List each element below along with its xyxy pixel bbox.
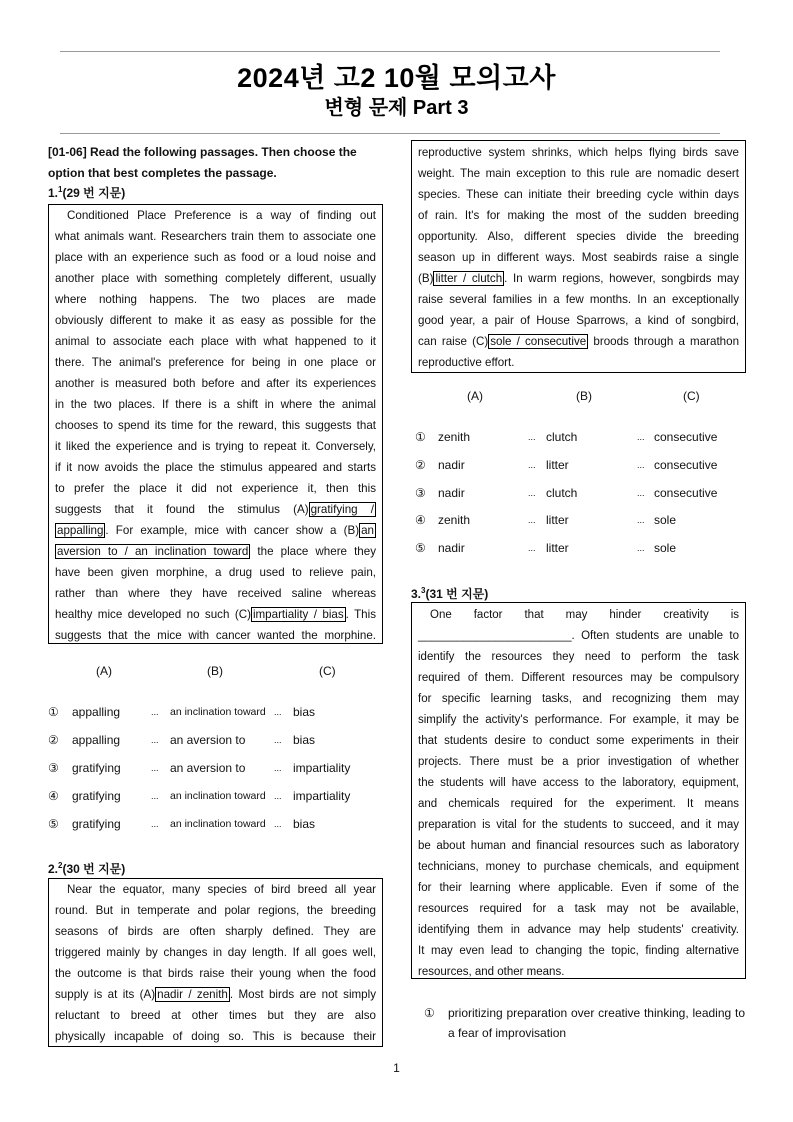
passage-line: [55, 289, 376, 310]
passage-line: [55, 625, 376, 646]
ellipsis: ...: [528, 432, 536, 442]
passage-line: [55, 352, 376, 373]
text-run: species. These can initiate their breeding cycle within days: [418, 188, 739, 201]
passage-line: [418, 794, 739, 815]
passage-1: [48, 204, 383, 644]
passage-2: [48, 878, 383, 1047]
ellipsis: ...: [637, 515, 645, 526]
text-run: obviously different to make it as easy as possible for the: [55, 314, 376, 327]
option-number: ④: [415, 513, 426, 528]
option-b: an inclination toward: [170, 818, 266, 830]
option-number: ⑤: [48, 817, 59, 831]
text-run: season up in different ways. Most seabirds raise a single: [418, 251, 739, 264]
passage-line: [55, 310, 376, 331]
text-run: (B): [418, 272, 434, 285]
passage-line: [418, 962, 739, 983]
option-c: consecutive: [654, 485, 718, 500]
boxed-choice: nadir / zenith: [157, 988, 228, 1001]
passage-line: [55, 331, 376, 352]
text-run: . In warm regions, however, songbirds may: [504, 272, 739, 285]
text-run: in the two places. If there is a shift in where the animal: [55, 398, 376, 411]
passage-line: [55, 942, 376, 963]
column-header: (B): [207, 664, 223, 678]
text-run: if it now avoids the place the stimulus appeared and starts: [55, 461, 376, 474]
text-run: Conditioned Place Preference is a way of finding out: [67, 209, 376, 222]
option-a: zenith: [438, 430, 471, 444]
ellipsis: ...: [151, 819, 159, 829]
question-1-label: 1.$^1$(29 번 지문): [48, 185, 126, 200]
question-2-label: 2.$^2$(30 번 지문): [48, 861, 126, 876]
column-header: (C): [683, 389, 700, 403]
passage-line: [418, 941, 739, 962]
ellipsis: ...: [151, 735, 159, 745]
instructions: [01-06] Read the following passages. Then choose the option that best completes the passage.: [48, 145, 357, 180]
option-c: consecutive: [654, 430, 718, 444]
passage-line: [55, 478, 376, 499]
option-a: nadir: [438, 541, 465, 556]
page-number: 1: [393, 1061, 400, 1075]
ellipsis: ...: [274, 763, 282, 773]
option-c: bias: [293, 817, 316, 831]
option-a: nadir: [438, 457, 465, 472]
text-run: resources, and other means.: [418, 966, 565, 978]
option-b: an inclination toward: [170, 706, 266, 718]
text-run: seasons of birds are often sharply defined. They are: [55, 925, 376, 938]
text-run: reproductive system shrinks, which helps flying birds save: [418, 146, 739, 159]
ellipsis: ...: [528, 459, 536, 470]
option-number: ①: [415, 430, 426, 444]
passage-2-continued: [411, 140, 746, 373]
option-a: zenith: [438, 513, 471, 528]
text-run: opportunity. Also, different species divide the breeding: [418, 230, 739, 243]
option-number: ②: [48, 733, 59, 747]
passage-line: [55, 436, 376, 457]
text-run: for specific learning tasks, and recognizing them may: [418, 693, 739, 705]
boxed-choice: aversion to / an inclination toward: [57, 545, 249, 558]
text-run: It may even lead to changing the topic, finding alternative: [418, 945, 739, 957]
passage-line: [418, 815, 739, 836]
text-run: broods through a marathon: [588, 335, 740, 348]
ellipsis: ...: [637, 543, 645, 554]
passage-line: [55, 268, 376, 289]
passage-line: [55, 394, 376, 415]
text-run: suggests that it found the stimulus (A): [55, 503, 309, 516]
passage-line: [55, 415, 376, 436]
boxed-choice: litter / clutch: [435, 272, 503, 285]
option-a: appalling: [72, 705, 121, 719]
text-run: raise several families in a few months. In an exceptionally: [418, 293, 739, 306]
text-run: Near the equator, many species of bird breed all year: [67, 883, 376, 896]
text-run: resources required for a task may not be available,: [418, 903, 739, 915]
passage-line: [55, 373, 376, 394]
passage-line: [55, 984, 376, 1005]
text-run: the place where they: [250, 545, 376, 558]
passage-line: [55, 247, 376, 268]
boxed-choice: sole / consecutive: [490, 335, 587, 348]
passage-line: [55, 963, 376, 984]
option-number: ①: [424, 1006, 435, 1020]
option-c: impartiality: [293, 789, 351, 803]
passage-line: [55, 226, 376, 247]
option-b: clutch: [546, 485, 578, 500]
ellipsis: ...: [274, 735, 282, 745]
option-c: consecutive: [654, 457, 718, 472]
passage-line: [418, 331, 739, 352]
text-run: there. The animal's preference for being in one place or: [55, 356, 376, 369]
column-header: (A): [467, 389, 483, 403]
page-title: 2024년 고2 10월 모의고사: [237, 63, 556, 93]
text-run: where nothing happens. The two places are made: [55, 293, 376, 306]
text-run: technicians, money to purchase chemicals, and equipment: [418, 861, 739, 873]
text-run: reluctant to breed at other times but they are also: [55, 1009, 376, 1022]
option-b: an aversion to: [170, 761, 246, 775]
text-run: place with an experience such as food or a loud noise and: [55, 251, 376, 264]
passage-line: [55, 879, 376, 900]
text-run: identify the resources they need to perform the task: [418, 651, 739, 663]
ellipsis: ...: [151, 707, 159, 717]
passage-line: [418, 626, 739, 647]
text-run: another place with something completely different, usually: [55, 272, 376, 285]
text-run: required of them. Different resources may be compulsory: [418, 672, 739, 684]
passage-line: [418, 920, 739, 941]
text-run: the outcome is that birds raise their young when the food: [55, 967, 376, 980]
passage-line: [418, 142, 739, 163]
text-run: reproductive effort.: [418, 356, 515, 369]
boxed-choice: an: [361, 524, 374, 537]
column-header: (C): [319, 664, 336, 678]
text-run: triggered mainly by changes in day length. If all goes well,: [55, 946, 376, 959]
ellipsis: ...: [528, 487, 536, 498]
passage-line: [418, 226, 739, 247]
passage-line: [55, 541, 376, 562]
question-3-label: 3.$^3$(31 번 지문): [411, 586, 489, 601]
text-run: ________________________. Often students are unable to: [418, 630, 739, 642]
column-header: (A): [96, 664, 112, 678]
passage-line: [55, 921, 376, 942]
option-c: impartiality: [293, 761, 351, 775]
option-b: litter: [546, 541, 569, 556]
text-run: what animals want. Researchers train them to associate one: [55, 230, 376, 243]
ellipsis: ...: [637, 432, 645, 442]
passage-line: [418, 205, 739, 226]
passage-line: [55, 583, 376, 604]
passage-line: [418, 899, 739, 920]
text-run: suggests that the mice with cancer wanted the morphine.: [55, 629, 376, 642]
passage-line: [418, 878, 739, 899]
option-b: litter: [546, 513, 569, 528]
passage-line: [418, 605, 739, 626]
text-run: rather than where they have received saline whereas: [55, 587, 376, 600]
option-c: sole: [654, 513, 677, 528]
option-a: gratifying: [72, 761, 121, 775]
passage-line: [55, 900, 376, 921]
passage-line: [55, 562, 376, 583]
option-a: gratifying: [72, 817, 121, 831]
passage-line: [418, 247, 739, 268]
text-run: identifying them in advance may help students' creativity.: [418, 924, 739, 936]
passage-line: [55, 1026, 376, 1047]
text-run: have been given morphine, a drug used to relieve pain,: [55, 566, 376, 579]
text-run: weight. The main exception to this rule are nomadic desert: [418, 167, 739, 180]
option-number: ③: [415, 485, 426, 500]
option-number: ④: [48, 789, 59, 803]
option-c: bias: [293, 705, 316, 719]
text-run: One factor that may hinder creativity is: [430, 609, 739, 621]
ellipsis: ...: [151, 763, 159, 773]
passage-line: [418, 731, 739, 752]
passage-line: [55, 1005, 376, 1026]
option-b: an aversion to: [170, 733, 246, 747]
ellipsis: ...: [151, 791, 159, 801]
header-rule: [60, 133, 720, 134]
passage-line: [418, 710, 739, 731]
text-run: another is measured both before and after its experiences: [55, 377, 376, 390]
text-run: it liked the experience and is trying to repeat it. Conversely,: [55, 440, 376, 453]
passage-line: [418, 773, 739, 794]
text-run: simplify the activity's performance. For example, it may be: [418, 714, 739, 726]
text-run: round. But in temperate and polar regions, the breeding: [55, 904, 376, 917]
ellipsis: ...: [528, 543, 536, 554]
passage-line: [55, 520, 376, 541]
text-run: physically incapable of doing so. This is because their: [55, 1030, 376, 1043]
text-run: for their learning where applicable. Even if some of the: [418, 882, 739, 894]
text-run: . This: [345, 608, 377, 621]
option-b: clutch: [546, 430, 578, 444]
text-run: of rain. It's for making the most of the sudden breeding: [418, 209, 739, 222]
text-run: be about human and financial resources such as laboratory: [418, 840, 739, 852]
passage-line: [418, 836, 739, 857]
passage-line: [418, 689, 739, 710]
ellipsis: ...: [637, 459, 645, 470]
text-run: and chemicals required for the experiment. It means: [418, 798, 739, 810]
passage-line: [418, 268, 739, 289]
column-header: (B): [576, 389, 592, 403]
text-run: to prefer the place it did not experience it, then this: [55, 482, 376, 495]
option-a: appalling: [72, 733, 121, 747]
boxed-choice: appalling: [57, 524, 104, 537]
option-b: an inclination toward: [170, 790, 266, 802]
boxed-choice: gratifying /: [310, 503, 374, 516]
option-b: litter: [546, 457, 569, 472]
passage-line: [55, 457, 376, 478]
passage-line: [418, 289, 739, 310]
passage-line: [55, 604, 376, 625]
option-a: gratifying: [72, 789, 121, 803]
text-run: . Most birds are not simply: [229, 988, 376, 1001]
passage-line: [418, 310, 739, 331]
passage-3: [411, 602, 746, 979]
passage-line: [55, 499, 376, 520]
text-run: the students will have access to the laboratory, equipment,: [418, 777, 739, 789]
ellipsis: ...: [528, 515, 536, 526]
option-c: sole: [654, 541, 677, 556]
ellipsis: ...: [274, 707, 282, 717]
option-number: ①: [48, 705, 59, 719]
text-run: . For example, mice with cancer show a (B): [105, 524, 360, 537]
top-rule: [60, 51, 720, 52]
page-subtitle: 변형 문제 Part 3: [324, 97, 469, 119]
text-run: good year, a pair of House Sparrows, a kind of songbird,: [418, 314, 739, 327]
passage-line: [418, 668, 739, 689]
text-run: healthy mice developed no such (C): [55, 608, 251, 621]
ellipsis: ...: [637, 487, 645, 498]
passage-line: [418, 647, 739, 668]
option-number: ③: [48, 761, 59, 775]
passage-line: [418, 857, 739, 878]
text-run: animal to associate each place with what happened to it: [55, 335, 376, 348]
text-run: projects. There must be a prior investigation of whether: [418, 756, 739, 768]
passage-line: [418, 352, 739, 373]
passage-line: [55, 205, 376, 226]
text-run: supply is at its (A): [55, 988, 156, 1001]
passage-line: [418, 184, 739, 205]
ellipsis: ...: [274, 791, 282, 801]
boxed-choice: impartiality / bias: [252, 608, 344, 621]
text-run: can raise (C): [418, 335, 489, 348]
text-run: chooses to spend its time for the reward, this suggests that: [55, 419, 376, 432]
option-a: nadir: [438, 485, 465, 500]
question-3-option-1[interactable]: [424, 1003, 745, 1040]
ellipsis: ...: [274, 819, 282, 829]
passage-line: [418, 163, 739, 184]
text-run: that students desire to conduct some experiments in their: [418, 735, 739, 747]
option-c: bias: [293, 733, 316, 747]
passage-line: [418, 752, 739, 773]
option-number: ②: [415, 457, 426, 472]
option-number: ⑤: [415, 541, 426, 556]
option-text: prioritizing preparation over creative thinking, leading to a fear of improvisation: [448, 1006, 745, 1040]
text-run: preparation is vital for the students to succeed, and it may: [418, 819, 739, 831]
